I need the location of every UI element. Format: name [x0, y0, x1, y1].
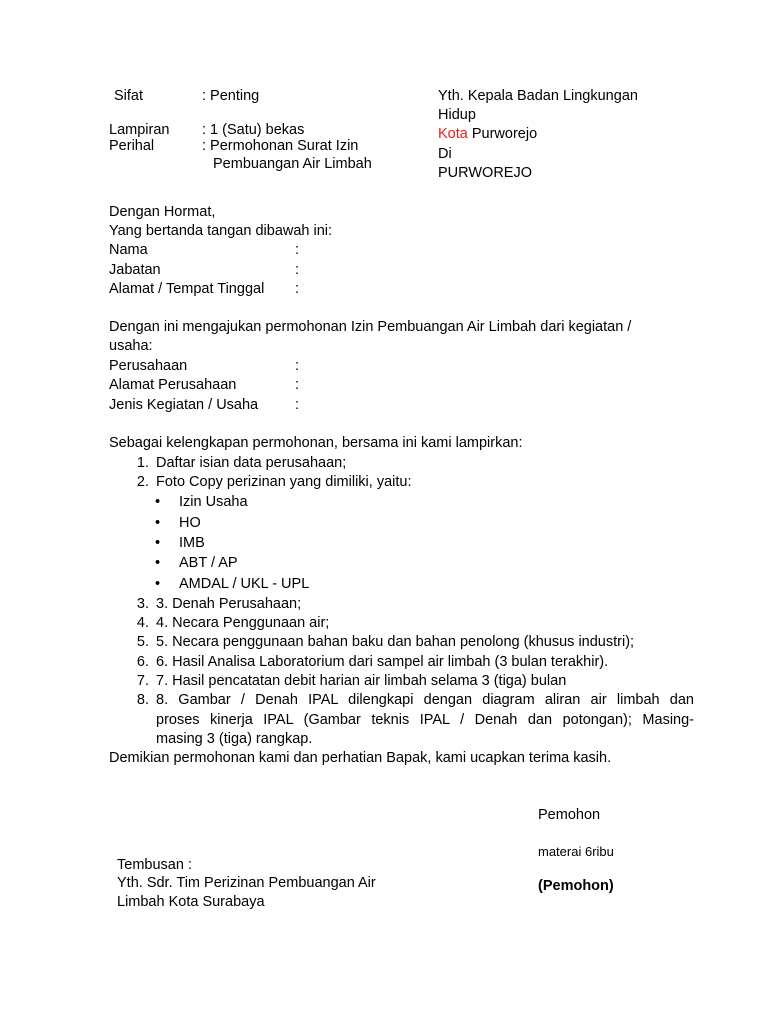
field-jabatan-label: Jabatan [109, 262, 161, 278]
list-item-text: 5. Necara penggunaan bahan baku dan bahan penolong (khusus industri); [156, 634, 635, 650]
list-item-text: 6. Hasil Analisa Laboratorium dari sampel air limbah (3 bulan terakhir). [156, 654, 609, 670]
bullet-text: HO [179, 515, 201, 531]
list-item-text: 7. Hasil pencatatan debit harian air limbah selama 3 (tiga) bulan [156, 673, 567, 689]
field-alamat-label: Alamat / Tempat Tinggal [109, 281, 265, 297]
bullet-text: AMDAL / UKL - UPL [179, 576, 310, 592]
bullet-icon: • [155, 576, 161, 592]
field-jenis-kegiatan-colon: : [295, 397, 300, 413]
recipient-place: PURWOREJO [438, 165, 532, 181]
field-jabatan-colon: : [295, 262, 300, 278]
perihal-value-1: : Permohonan Surat Izin [202, 138, 359, 154]
tembusan-title: Tembusan : [117, 857, 192, 873]
field-perusahaan-label: Perusahaan [109, 358, 188, 374]
greeting: Dengan Hormat, [109, 204, 216, 220]
recipient-di: Di [438, 146, 452, 162]
field-perusahaan-colon: : [295, 358, 300, 374]
recipient-kota: Kota [438, 126, 468, 142]
attachments-intro: Sebagai kelengkapan permohonan, bersama ini kami lampirkan: [109, 435, 523, 451]
bullet-text: ABT / AP [179, 555, 238, 571]
bullet-text: Izin Usaha [179, 494, 248, 510]
list-number: 1. [136, 455, 149, 471]
recipient-line-2: Hidup [438, 107, 476, 123]
lampiran-label: Lampiran [109, 122, 170, 138]
bullet-icon: • [155, 535, 161, 551]
field-jenis-kegiatan-label: Jenis Kegiatan / Usaha [109, 397, 259, 413]
request-text-2: usaha: [109, 338, 153, 354]
sifat-label: Sifat [114, 88, 144, 104]
list-number: 2. [136, 474, 149, 490]
field-alamat-perusahaan-colon: : [295, 377, 300, 393]
list-number: 3. [136, 596, 149, 612]
list-item-text: 8. Gambar / Denah IPAL dilengkapi dengan diagram aliran air limbah dan [156, 692, 694, 708]
field-nama-colon: : [295, 242, 300, 258]
list-number: 8. [136, 692, 149, 708]
closing-text: Demikian permohonan kami dan perhatian Bapak, kami ucapkan terima kasih. [109, 750, 612, 766]
bullet-icon: • [155, 555, 161, 571]
list-item-continuation: masing 3 (tiga) rangkap. [156, 731, 313, 747]
list-item-text: 4. Necara Penggunaan air; [156, 615, 330, 631]
bullet-icon: • [155, 515, 161, 531]
list-number: 4. [136, 615, 149, 631]
request-text-1: Dengan ini mengajukan permohonan Izin Pembuangan Air Limbah dari kegiatan / [109, 319, 632, 335]
recipient-city [438, 125, 537, 144]
list-item-text: Foto Copy perizinan yang dimiliki, yaitu: [156, 474, 412, 490]
tembusan-line-2: Limbah Kota Surabaya [117, 894, 265, 910]
field-alamat-colon: : [295, 281, 300, 297]
signature-name: (Pemohon) [538, 878, 614, 894]
perihal-label: Perihal [109, 138, 155, 154]
list-number: 7. [136, 673, 149, 689]
bullet-text: IMB [179, 535, 205, 551]
perihal-value-2: Pembuangan Air Limbah [213, 156, 372, 172]
bullet-icon: • [155, 494, 161, 510]
list-item-text: 3. Denah Perusahaan; [156, 596, 302, 612]
sifat-value: : Penting [202, 88, 260, 104]
lampiran-value: : 1 (Satu) bekas [202, 122, 305, 138]
list-number: 5. [136, 634, 149, 650]
materai-label: materai 6ribu [538, 844, 614, 859]
intro-text: Yang bertanda tangan dibawah ini: [109, 223, 333, 239]
signature-pemohon: Pemohon [538, 807, 601, 823]
tembusan-line-1: Yth. Sdr. Tim Perizinan Pembuangan Air [117, 875, 376, 891]
list-item-continuation: proses kinerja IPAL (Gambar teknis IPAL / Denah dan potongan); Masing- [156, 712, 694, 728]
field-nama-label: Nama [109, 242, 148, 258]
field-alamat-perusahaan-label: Alamat Perusahaan [109, 377, 237, 393]
recipient-line-1: Yth. Kepala Badan Lingkungan [438, 88, 638, 104]
list-number: 6. [136, 654, 149, 670]
list-item-text: Daftar isian data perusahaan; [156, 455, 347, 471]
recipient-city-name: Purworejo [467, 126, 538, 142]
